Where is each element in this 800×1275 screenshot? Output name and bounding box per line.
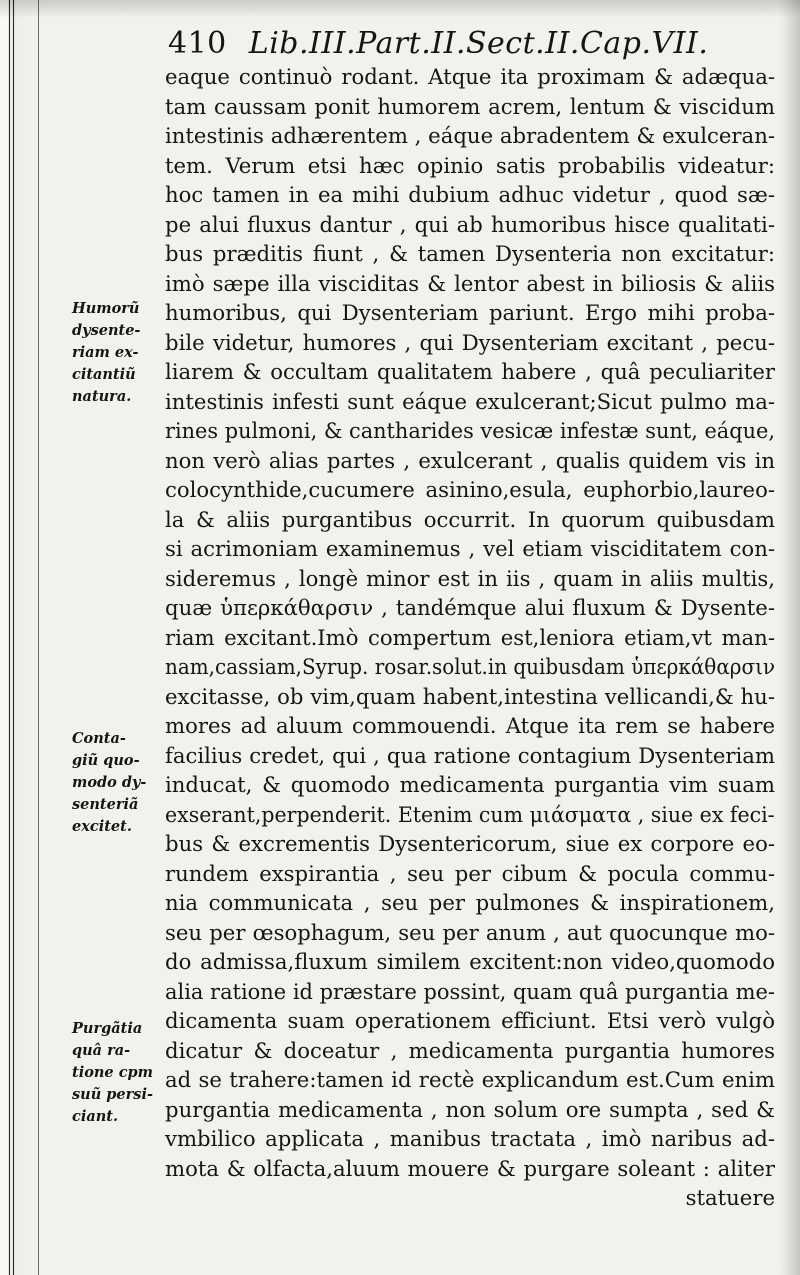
margin-note-line: Purgãtia bbox=[72, 1020, 143, 1037]
body-text bbox=[165, 62, 775, 1213]
text-line: inducat, & quomodo medicamenta purgantia vim suam bbox=[165, 772, 775, 797]
text-line: rines pulmoni, & cantharides vesicæ infestæ sunt, eáque, bbox=[165, 418, 775, 443]
text-line: rundem exspirantia , seu per cibum & pocula commu- bbox=[165, 860, 775, 886]
margin-note-line: riam ex- bbox=[72, 344, 139, 361]
gutter-line bbox=[13, 0, 14, 1275]
text-line: riam excitant.Imò compertum est,leniora etiam,vt man- bbox=[165, 624, 775, 650]
text-line: exserant,perpenderit. Etenim cum μιάσματα , siue ex feci- bbox=[165, 801, 775, 827]
text-line: intestinis adhærentem , eáque abradentem & exulceran- bbox=[165, 123, 775, 148]
text-line: tam caussam ponit humorem acrem, lentum & viscidum bbox=[165, 93, 775, 119]
text-line: sideremus , longè minor est in iis , quam in aliis multis, bbox=[165, 565, 775, 591]
margin-note-line: quâ ra- bbox=[72, 1042, 131, 1059]
text-line: si acrimoniam examinemus , vel etiam visciditatem con- bbox=[165, 536, 775, 561]
margin-note-line: modo dy- bbox=[72, 774, 147, 791]
margin-note-line: dysente- bbox=[72, 322, 141, 339]
gutter-line bbox=[38, 0, 39, 1275]
text-line: hoc tamen in ea mihi dubium adhuc videtur , quod sæ- bbox=[165, 182, 775, 207]
text-line: vmbilico applicata , manibus tractata , imò naribus ad- bbox=[165, 1126, 775, 1151]
text-line: la & aliis purgantibus occurrit. In quorum quibusdam bbox=[165, 506, 775, 532]
text-line: mota & olfacta,aluum mouere & purgare soleant : aliter bbox=[165, 1155, 775, 1181]
text-line: do admissa,fluxum similem excitent:non video,quomodo bbox=[165, 949, 775, 974]
margin-note-contagium bbox=[72, 728, 164, 838]
text-line: purgantia medicamenta , non solum ore sumpta , sed & bbox=[165, 1096, 775, 1122]
margin-note-humorum bbox=[72, 298, 164, 408]
text-line: statuere bbox=[685, 1185, 775, 1210]
text-line: tem. Verum etsi hæc opinio satis probabilis videatur: bbox=[165, 152, 775, 178]
text-line: ad se trahere:tamen id rectè explicandum est.Cum enim bbox=[165, 1067, 775, 1092]
margin-note-line: natura. bbox=[72, 388, 132, 405]
text-line: colocynthide,cucumere asinino,esula, euphorbio,laureo- bbox=[165, 477, 775, 502]
text-line: liarem & occultam qualitatem habere , quâ peculiariter bbox=[165, 359, 775, 384]
margin-note-line: senteriã bbox=[72, 796, 139, 813]
text-line: eaque continuò rodant. Atque ita proximam & adæqua- bbox=[165, 64, 775, 89]
margin-note-line: giũ quo- bbox=[72, 752, 140, 769]
page-number: 410 bbox=[168, 26, 227, 61]
text-line: facilius credet, qui , qua ratione contagium Dysenteriam bbox=[165, 742, 775, 768]
text-line: intestinis infesti sunt eáque exulcerant;Sicut pulmo ma- bbox=[165, 388, 775, 414]
text-line: bus & excrementis Dysentericorum, siue ex corpore eo- bbox=[165, 831, 775, 856]
margin-note-line: excitet. bbox=[72, 818, 132, 835]
text-line: pe alui fluxus dantur , qui ab humoribus hisce qualitati- bbox=[165, 211, 775, 237]
text-line: seu per œsophagum, seu per anum , aut quocunque mo- bbox=[165, 919, 775, 945]
margin-note-line: ciant. bbox=[72, 1108, 119, 1125]
text-line: excitasse, ob vim,quam habent,intestina vellicandi,& hu- bbox=[165, 683, 775, 709]
text-line: nam,cassiam,Syrup. rosar.solut.in quibusdam ὑπερκάθαρσιν bbox=[165, 654, 776, 679]
margin-note-line: Conta- bbox=[72, 730, 126, 747]
text-line: nia communicata , seu per pulmones & inspirationem, bbox=[165, 890, 775, 915]
running-title: Lib.III.Part.II.Sect.II.Cap.VII. bbox=[248, 26, 709, 61]
text-line: humoribus, qui Dysenteriam pariunt. Ergo mihi proba- bbox=[165, 300, 775, 325]
page-right-edge bbox=[778, 0, 800, 1275]
page-top-shadow bbox=[0, 0, 800, 18]
margin-note-line: citantiũ bbox=[72, 366, 136, 383]
text-line: dicamenta suam operationem efficiunt. Etsi verò vulgò bbox=[165, 1008, 775, 1033]
text-line: dicatur & doceatur , medicamenta purgantia humores bbox=[165, 1037, 775, 1063]
text-line: mores ad aluum commouendi. Atque ita rem se habere bbox=[165, 713, 775, 738]
text-line: bus præditis fiunt , & tamen Dysenteria non excitatur: bbox=[165, 241, 775, 266]
gutter-line bbox=[9, 0, 10, 1275]
text-line: non verò alias partes , exulcerant , qualis quidem vis in bbox=[165, 447, 775, 473]
text-line: imò sæpe illa visciditas & lentor abest in biliosis & aliis bbox=[165, 270, 775, 296]
running-head bbox=[168, 24, 748, 64]
text-line: quæ ὑπερκάθαρσιν , tandémque alui fluxum & Dysente- bbox=[165, 595, 775, 620]
margin-note-line: suũ persi- bbox=[72, 1086, 153, 1103]
margin-note-line: Humorũ bbox=[72, 300, 140, 317]
text-line: alia ratione id præstare possint, quam quâ purgantia me- bbox=[165, 978, 775, 1004]
margin-note-purgantia bbox=[72, 1018, 164, 1128]
text-line: bile videtur, humores , qui Dysenteriam excitant , pecu- bbox=[165, 329, 775, 355]
margin-note-line: tione cpm bbox=[72, 1064, 154, 1081]
